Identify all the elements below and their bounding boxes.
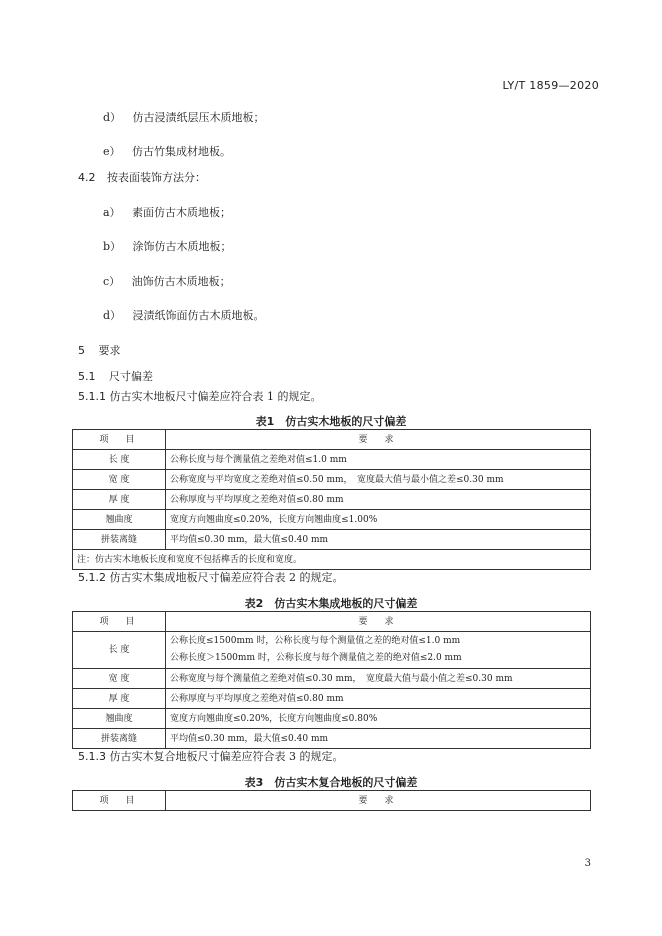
table-row: [73, 490, 591, 510]
list-item: [103, 143, 231, 159]
row-value: 公称厚度与平均厚度之差绝对值≤0.80 mm: [166, 689, 591, 709]
clause-text: 仿古实木地板尺寸偏差应符合表 1 的规定。: [109, 390, 322, 403]
row-value: 公称宽度与平均宽度之差绝对值≤0.50 mm， 宽度最大值与最小值之差≤0.30 mm: [166, 470, 591, 490]
clause-number: 5.1.1: [78, 390, 106, 403]
list-item-text: 浸渍纸饰面仿古木质地板。: [132, 309, 265, 322]
list-item: [103, 204, 231, 220]
table-row: [73, 530, 591, 550]
row-label: 翘曲度: [73, 510, 166, 530]
row-value: 平均值≤0.30 mm，最大值≤0.40 mm: [166, 729, 591, 749]
list-item-text: 仿古竹集成材地板。: [132, 145, 232, 158]
clause-text: 仿古实木集成地板尺寸偏差应符合表 2 的规定。: [109, 571, 344, 584]
row-value: 公称宽度与每个测量值之差绝对值≤0.30 mm， 宽度最大值与最小值之差≤0.30 mm: [166, 669, 591, 689]
header-cell-item: 项 目: [73, 612, 166, 632]
list-item-label: d）: [103, 309, 122, 322]
row-value-line: 公称长度＞1500mm 时，公称长度与每个测量值之差的绝对值≤2.0 mm: [170, 653, 462, 663]
table1-caption: 表1 仿古实木地板的尺寸偏差: [255, 415, 407, 428]
header-cell-requirement: 要 求: [166, 430, 591, 450]
list-item-text: 油饰仿古木质地板；: [131, 275, 231, 288]
row-value: [166, 632, 591, 669]
row-label: 长 度: [73, 632, 166, 669]
section-heading-5-1: [78, 368, 153, 384]
list-item-label: c）: [103, 275, 121, 288]
section-title: 尺寸偏差: [109, 370, 153, 383]
table3-caption: 表3 仿古实木复合地板的尺寸偏差: [244, 776, 418, 789]
row-label: 拼装离缝: [73, 530, 166, 550]
table-note-row: [73, 550, 591, 570]
row-label: 厚 度: [73, 689, 166, 709]
header-cell-item: 项 目: [73, 430, 166, 450]
table-row: [73, 450, 591, 470]
list-item-label: e）: [103, 145, 121, 158]
paragraph-5-1-1: [78, 388, 322, 404]
row-label: 长 度: [73, 450, 166, 470]
table-note: 注：仿古实木地板长度和宽度不包括榫舌的长度和宽度。: [73, 550, 591, 570]
list-item: [103, 307, 265, 323]
list-item: [103, 238, 232, 254]
list-item-label: b）: [103, 240, 122, 253]
list-item-label: a）: [103, 206, 121, 219]
list-item-text: 涂饰仿古木质地板；: [132, 240, 232, 253]
list-item: [103, 273, 231, 289]
table-row: [73, 669, 591, 689]
list-item-text: 素面仿古木质地板；: [132, 206, 232, 219]
table-row: [73, 729, 591, 749]
list-item-text: 仿古浸渍纸层压木质地板；: [132, 111, 265, 124]
header-cell-requirement: 要 求: [166, 791, 591, 811]
row-label: 厚 度: [73, 490, 166, 510]
table-header-row: [73, 430, 591, 450]
header-cell-requirement: 要 求: [166, 612, 591, 632]
section-heading-5: [78, 342, 121, 358]
row-label: 宽 度: [73, 470, 166, 490]
table-row: [73, 510, 591, 530]
row-value: 公称长度与每个测量值之差绝对值≤1.0 mm: [166, 450, 591, 470]
table-row: [73, 632, 591, 669]
row-value: 宽度方向翘曲度≤0.20%，长度方向翘曲度≤0.80%: [166, 709, 591, 729]
table1: [72, 429, 591, 570]
table2-caption: 表2 仿古实木集成地板的尺寸偏差: [244, 597, 418, 610]
header-cell-item: 项 目: [73, 791, 166, 811]
row-value: 宽度方向翘曲度≤0.20%，长度方向翘曲度≤1.00%: [166, 510, 591, 530]
section-number: 5: [78, 344, 85, 357]
table-row: [73, 709, 591, 729]
table3: [72, 790, 591, 811]
paragraph-5-1-2: [78, 569, 344, 585]
section-title: 要求: [98, 344, 121, 357]
table-row: [73, 470, 591, 490]
table-header-row: [73, 791, 591, 811]
page-number: 3: [584, 858, 591, 869]
row-label: 翘曲度: [73, 709, 166, 729]
list-item-label: d）: [103, 111, 122, 124]
paragraph-5-1-3: [78, 748, 344, 764]
clause-number: 5.1.2: [78, 571, 106, 584]
clause-text: 仿古实木复合地板尺寸偏差应符合表 3 的规定。: [109, 750, 344, 763]
standard-number: LY/T 1859—2020: [502, 79, 599, 92]
table-row: [73, 689, 591, 709]
clause-number: 5.1.3: [78, 750, 106, 763]
row-value-line: 公称长度≤1500mm 时，公称长度与每个测量值之差的绝对值≤1.0 mm: [170, 636, 461, 646]
row-value: 平均值≤0.30 mm，最大值≤0.40 mm: [166, 530, 591, 550]
table-header-row: [73, 612, 591, 632]
section-heading-4-2: [78, 169, 206, 185]
section-number: 5.1: [78, 370, 96, 383]
list-item: [103, 109, 265, 125]
row-label: 拼装离缝: [73, 729, 166, 749]
section-title: 按表面装饰方法分：: [107, 171, 206, 184]
section-number: 4.2: [78, 171, 96, 184]
row-value: 公称厚度与平均厚度之差绝对值≤0.80 mm: [166, 490, 591, 510]
row-label: 宽 度: [73, 669, 166, 689]
table2: [72, 611, 591, 749]
